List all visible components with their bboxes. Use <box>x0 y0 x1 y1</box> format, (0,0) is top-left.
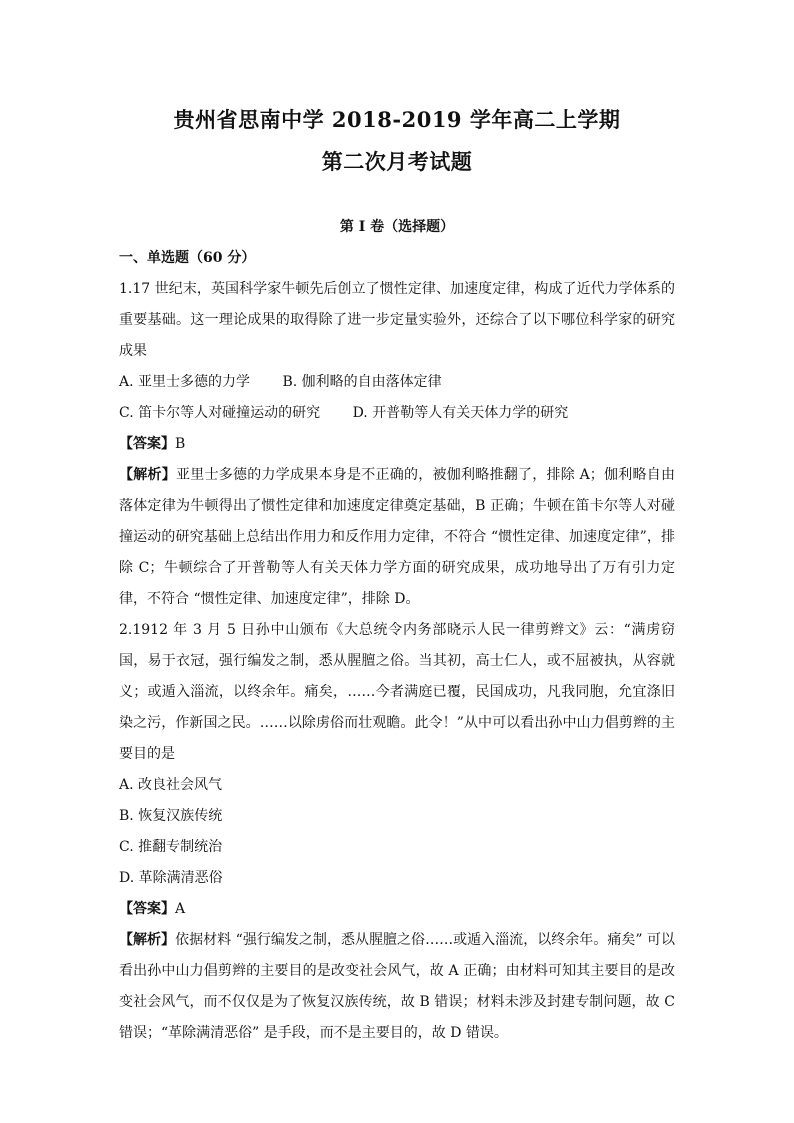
answer-value: A <box>175 901 186 917</box>
question-1-stem: 1.17 世纪末，英国科学家牛顿先后创立了惯性定律、加速度定律，构成了近代力学体系的重要基础。这一理论成果的取得除了进一步定量实验外，还综合了以下哪位科学家的研究成果 <box>119 281 675 359</box>
question-1-option-b: B. 伽利略的自由落体定律 <box>282 374 442 390</box>
question-1-option-d: D. 开普勒等人有关天体力学的研究 <box>352 405 569 421</box>
question-1-analysis <box>119 460 675 615</box>
question-2-answer <box>119 894 675 925</box>
question-1-options-cd <box>119 398 675 429</box>
question-1-option-c: C. 笛卡尔等人对碰撞运动的研究 <box>119 405 321 421</box>
exam-title-line2: 第二次月考试题 <box>321 149 473 174</box>
analysis-label: 【解析】 <box>119 467 176 483</box>
analysis-text: 亚里士多德的力学成果本身是不正确的，被伽利略推翻了，排除 A；伽利略自由落体定律为牛顿得出了惯性定律和加速度定律奠定基础，B 正确；牛顿在笛卡尔等人对碰撞运动的研究基础上总结出作用力和反作用力定律，不符合 “惯性定律、加速度定律”，排除 C；牛顿综合了开普勒等人有关天体力学方面的研究成果，成功地导出了万有引力定律，不符合 “惯性定律、加速度定律”，排除 D。 <box>119 467 676 607</box>
question-1-answer <box>119 429 675 460</box>
exam-title-line1: 贵州省思南中学 2018-2019 学年高二上学期 <box>173 107 621 132</box>
question-2-option-b: B. 恢复汉族传统 <box>119 808 223 824</box>
question-2-analysis <box>119 925 675 1049</box>
question-2-option-a: A. 改良社会风气 <box>119 777 223 793</box>
exam-content <box>119 243 675 1049</box>
section-heading: 一、单选题（60 分） <box>119 250 256 266</box>
answer-label: 【答案】 <box>119 901 175 917</box>
analysis-label: 【解析】 <box>119 932 176 948</box>
part-heading: 第 I 卷（选择题） <box>339 219 455 235</box>
answer-value: B <box>175 436 186 452</box>
question-1-option-a: A. 亚里士多德的力学 <box>119 374 251 390</box>
question-1-options-ab <box>119 367 675 398</box>
question-2-option-c: C. 推翻专制统治 <box>119 839 223 855</box>
question-2-stem: 2.1912 年 3 月 5 日孙中山颁布《大总统令内务部晓示人民一律剪辫文》云：“满虏窃国，易于衣冠，强行编发之制，悉从腥膻之俗。当其初，高士仁人，或不屈被执，从容就义；或遁入淄流，以终余年。痛矣，……今者满庭已覆，民国成功，凡我同胞，允宜涤旧染之污，作新国之民。……以除虏俗而壮观瞻。此令！”从中可以看出孙中山力倡剪辫的主要目的是 <box>119 622 675 762</box>
answer-label: 【答案】 <box>119 436 175 452</box>
analysis-text: 依据材料 “强行编发之制，悉从腥膻之俗……或遁入淄流，以终余年。痛矣” 可以看出孙中山力倡剪辫的主要目的是改变社会风气，故 A 正确；由材料可知其主要目的是改变社会风气，而不仅仅是为了恢复汉族传统，故 B 错误；材料未涉及封建专制问题，故 C 错误；“革除满清恶俗” 是手段，而不是主要目的，故 D 错误。 <box>119 932 676 1041</box>
question-2-option-d: D. 革除满清恶俗 <box>119 870 223 886</box>
